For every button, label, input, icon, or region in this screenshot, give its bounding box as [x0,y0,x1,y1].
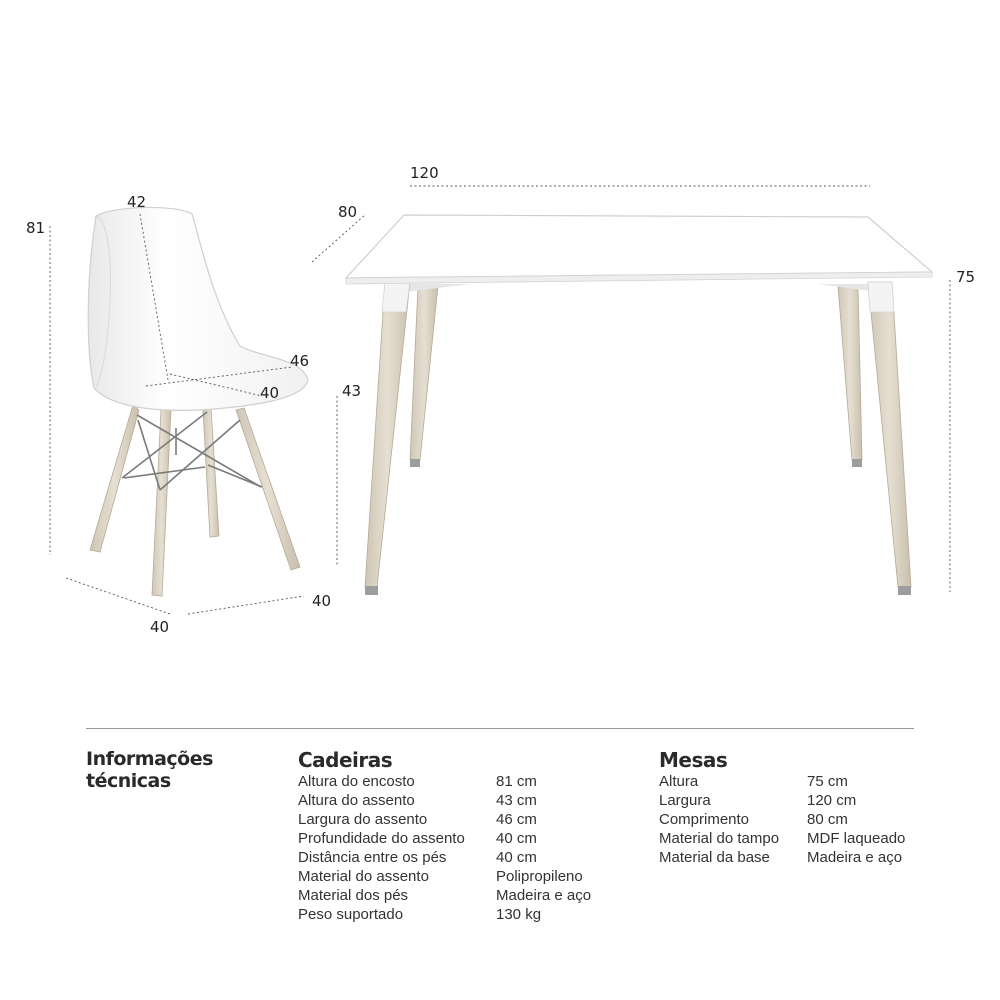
spec-label: Largura do assento [298,811,428,828]
table-height-label: 75 [956,268,976,286]
chair-leg-back-left [90,405,139,552]
spec-label: Altura [659,773,699,790]
spec-label: Peso suportado [298,906,404,923]
table-leg-front-right [868,282,911,587]
tables-spec-row [659,829,905,848]
tables-spec-row [659,848,905,867]
spec-value: 46 cm [496,811,537,828]
chair-leg-front-right [236,408,300,570]
spec-label: Comprimento [659,811,750,828]
chair-seat-depth-label: 40 [260,384,280,402]
spec-value: Madeira e aço [496,887,592,904]
spec-value: 40 cm [496,830,537,847]
chairs-spec-row [298,810,591,829]
chair-leg-back-right [203,408,219,537]
chairs-spec-list [298,772,591,924]
table-leg-front-left [365,282,410,587]
chair-shell [88,207,308,410]
tables-spec-row [659,791,905,810]
chairs-spec-row [298,791,591,810]
spec-label: Largura [659,792,711,809]
spec-value: 40 cm [496,849,537,866]
spec-value: 80 cm [807,811,848,828]
chairs-spec-row [298,848,591,867]
tables-section-title: Mesas [659,748,728,772]
spec-label: Profundidade do assento [298,830,465,847]
spec-label: Altura do encosto [298,773,415,790]
spec-value: MDF laqueado [807,830,906,847]
spec-label: Material da base [659,849,770,866]
table-leg-back-right [838,286,862,460]
chair-seat-height-label: 43 [342,382,362,400]
section-divider [86,728,914,729]
chair-back-width-label: 42 [127,193,147,211]
chair-base-front-label: 40 [150,618,170,636]
table-top [346,215,932,278]
chairs-spec-row [298,829,591,848]
spec-label: Distância entre os pés [298,849,447,866]
table-illustration [312,186,950,595]
spec-value: 120 cm [807,792,857,809]
chairs-spec-row [298,867,591,886]
spec-label: Altura do assento [298,792,415,809]
tables-spec-list [659,772,905,867]
spec-label: Material dos pés [298,887,409,904]
tables-spec-row [659,810,905,829]
table-leg-back-left [410,286,438,460]
chair-illustration [50,207,337,614]
chair-seat-width-label: 46 [290,352,310,370]
spec-label: Material do assento [298,868,429,885]
spec-value: 81 cm [496,773,537,790]
table-length-label: 120 [410,164,439,182]
chair-back-height-label: 81 [26,219,46,237]
chair-leg-front-left [152,410,171,596]
chair-base-side-label: 40 [312,592,332,610]
chairs-section-title: Cadeiras [298,748,393,772]
technical-info-title [86,748,213,792]
spec-label: Material do tampo [659,830,780,847]
tables-spec-row [659,772,905,791]
table-depth-label: 80 [338,203,358,221]
technical-info-title-line1: Informações [86,748,213,770]
spec-value: Madeira e aço [807,849,903,866]
spec-value: 130 kg [496,906,542,923]
technical-info-title-line2: técnicas [86,770,171,792]
chairs-spec-row [298,772,591,791]
chairs-spec-row [298,886,591,905]
chairs-spec-row [298,905,591,924]
spec-value: Polipropileno [496,868,583,885]
spec-value: 75 cm [807,773,848,790]
spec-value: 43 cm [496,792,537,809]
